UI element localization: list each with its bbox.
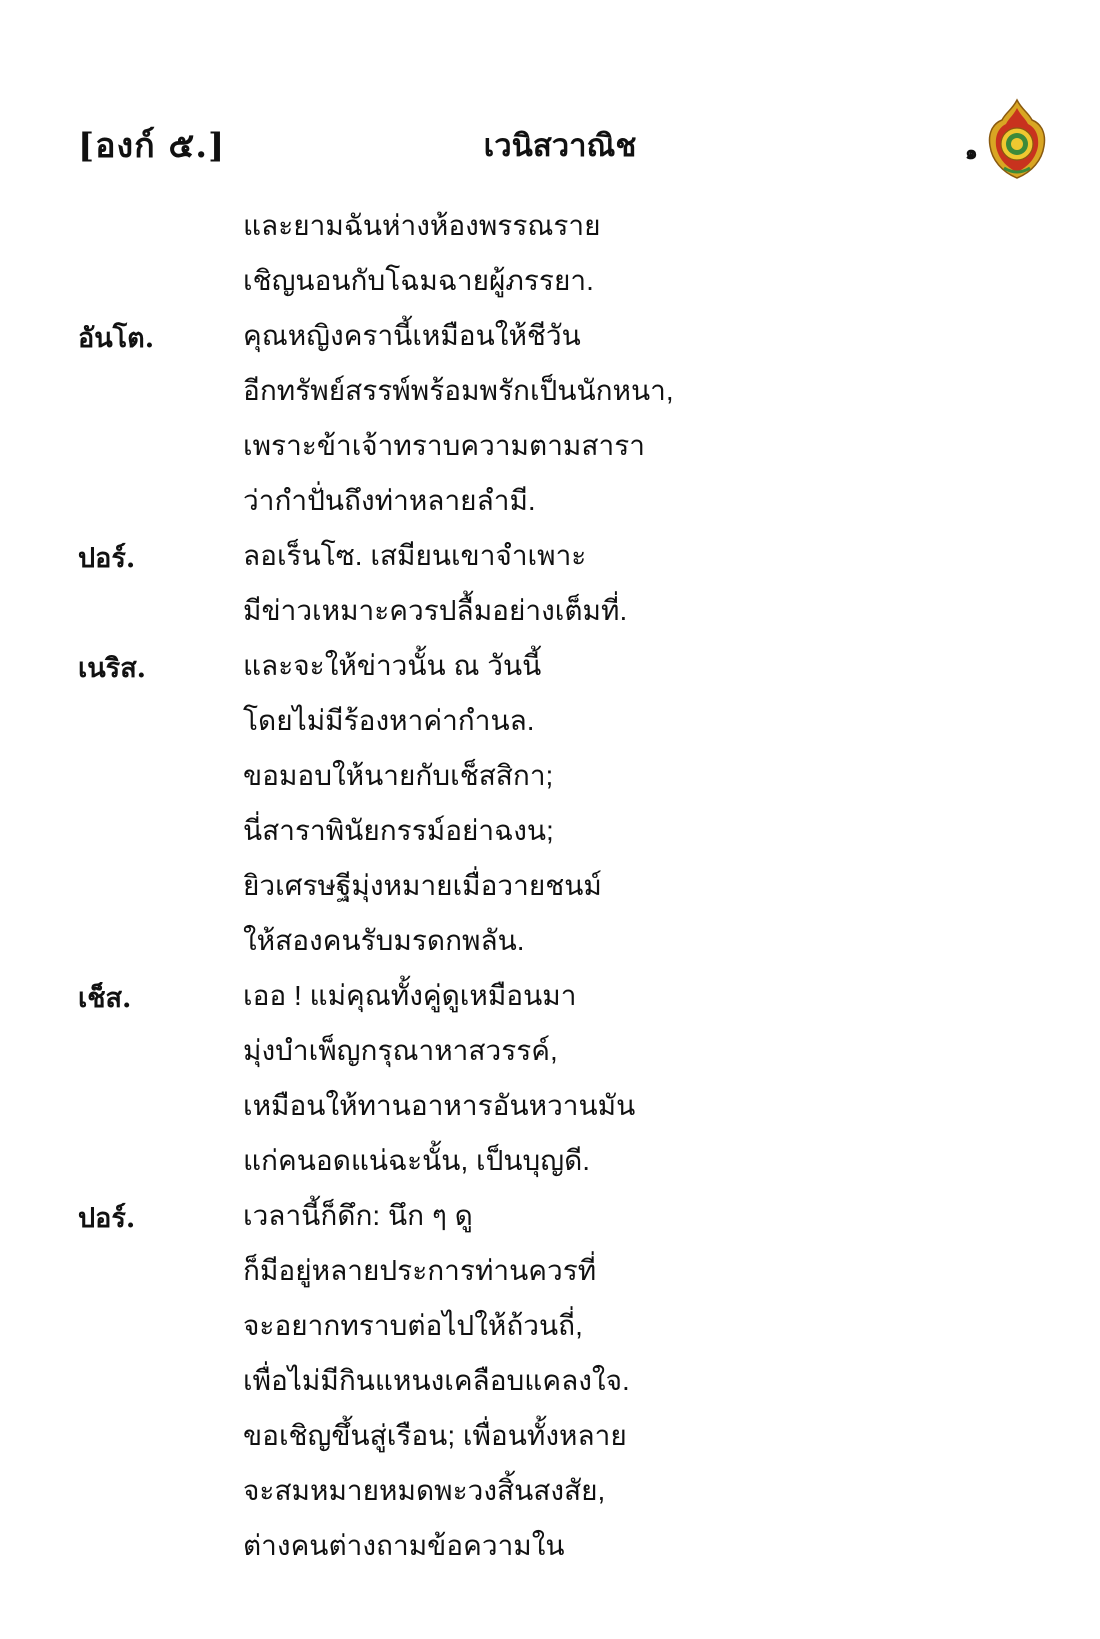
verse-text: เพื่อไม่มีกินแหนงเคลือบแคลงใจ. xyxy=(243,1365,630,1396)
verse-text: ขอมอบให้นายกับเช็สสิกา; xyxy=(243,760,554,791)
verse-text: จะสมหมายหมดพะวงสิ้นสงสัย, xyxy=(243,1475,606,1506)
verse-text: เหมือนให้ทานอาหารอันหวานมัน xyxy=(243,1090,636,1121)
verse-line xyxy=(0,367,1100,422)
verse-text: มีข่าวเหมาะควรปลื้มอย่างเต็มที่. xyxy=(243,595,628,626)
verse-line xyxy=(0,1302,1100,1357)
verse-line xyxy=(0,1467,1100,1522)
play-text xyxy=(0,202,1100,1577)
verse-text: ยิวเศรษฐีมุ่งหมายเมื่อวายชนม์ xyxy=(243,870,602,901)
verse-line xyxy=(0,1247,1100,1302)
speaker-name: เนริส. xyxy=(78,653,147,684)
verse-text: ให้สองคนรับมรดกพลัน. xyxy=(243,925,525,956)
verse-text: จะอยากทราบต่อไปให้ถ้วนถี่, xyxy=(243,1310,583,1341)
verse-text: ขอเชิญขึ้นสู่เรือน; เพื่อนทั้งหลาย xyxy=(243,1420,627,1451)
verse-line xyxy=(0,202,1100,257)
verse-text: เพราะข้าเจ้าทราบความตามสารา xyxy=(243,430,645,461)
verse-line xyxy=(0,752,1100,807)
verse-text: ต่างคนต่างถามข้อความใน xyxy=(243,1530,565,1561)
verse-line xyxy=(0,697,1100,752)
speaker-name: ปอร์. xyxy=(78,543,136,574)
verse-line xyxy=(0,1082,1100,1137)
act-heading: [องก์ ๕.] xyxy=(78,126,226,166)
verse-line xyxy=(0,257,1100,312)
verse-line xyxy=(0,312,1100,367)
speaker-name: อันโต. xyxy=(78,323,155,354)
speaker-name: ปอร์. xyxy=(78,1203,136,1234)
speaker-name: เช็ส. xyxy=(78,983,132,1014)
verse-text: นี่สาราพินัยกรรม์อย่าฉงน; xyxy=(243,815,554,846)
verse-text: อีกทรัพย์สรรพ์พร้อมพรักเป็นนักหนา, xyxy=(243,375,674,406)
verse-line xyxy=(0,1412,1100,1467)
verse-line xyxy=(0,1192,1100,1247)
verse-text: โดยไม่มีร้องหาค่ากำนล. xyxy=(243,705,535,736)
verse-text: เชิญนอนกับโฉมฉายผู้ภรรยา. xyxy=(243,265,594,296)
verse-text: และจะให้ข่าวนั้น ณ วันนี้ xyxy=(243,650,542,681)
verse-line xyxy=(0,532,1100,587)
verse-text: มุ่งบำเพ็ญกรุณาหาสวรรค์, xyxy=(243,1035,558,1066)
page-number: ๑ xyxy=(965,140,978,164)
verse-line xyxy=(0,862,1100,917)
verse-text: และยามฉันห่างห้องพรรณราย xyxy=(243,210,601,241)
page-title: เวนิสวาณิช xyxy=(483,128,637,164)
verse-line xyxy=(0,477,1100,532)
verse-text: เออ ! แม่คุณทั้งคู่ดูเหมือนมา xyxy=(243,980,577,1011)
verse-text: เวลานี้ก็ดึก: นึก ๆ ดู xyxy=(243,1200,473,1231)
verse-line xyxy=(0,422,1100,477)
verse-line xyxy=(0,587,1100,642)
verse-line xyxy=(0,972,1100,1027)
verse-line xyxy=(0,807,1100,862)
royal-emblem-seal-icon xyxy=(982,98,1052,180)
verse-line xyxy=(0,1357,1100,1412)
verse-text: ก็มีอยู่หลายประการท่านควรที่ xyxy=(243,1255,597,1286)
verse-line xyxy=(0,917,1100,972)
verse-line xyxy=(0,642,1100,697)
verse-text: แก่คนอดแน่ฉะนั้น, เป็นบุญดี. xyxy=(243,1145,591,1176)
verse-text: คุณหญิงครานี้เหมือนให้ชีวัน xyxy=(243,320,581,351)
verse-line xyxy=(0,1027,1100,1082)
verse-line xyxy=(0,1137,1100,1192)
verse-text: ว่ากำปั่นถึงท่าหลายลำมี. xyxy=(243,485,536,516)
verse-line xyxy=(0,1522,1100,1577)
verse-text: ลอเร็นโซ. เสมียนเขาจำเพาะ xyxy=(243,540,587,571)
